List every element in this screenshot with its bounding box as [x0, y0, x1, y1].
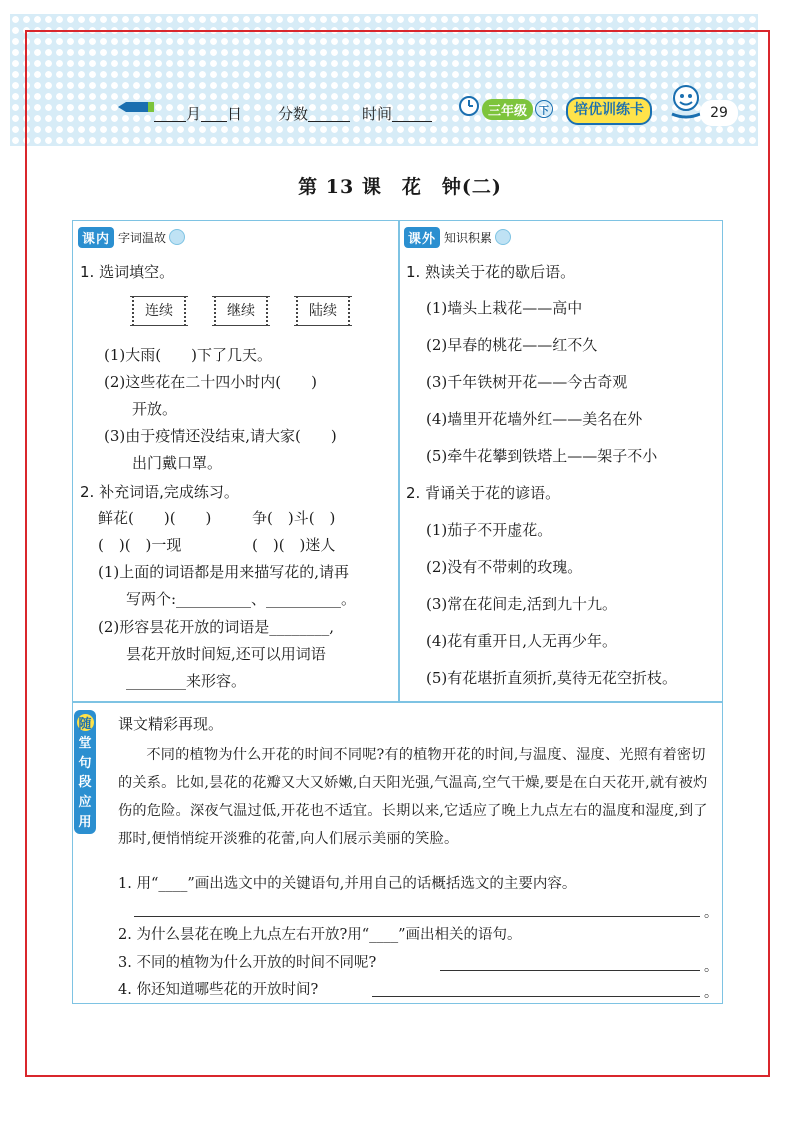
- answer-line-4[interactable]: [372, 996, 700, 997]
- right-tag-sub: 知识积累: [444, 230, 493, 245]
- q2-sub1-line1: (1)上面的词语都是用来描写花的,请再: [98, 563, 350, 581]
- q2-sub1-line2: 写两个:__________、__________。: [126, 590, 357, 608]
- vtag-char-3: 句: [78, 755, 92, 771]
- passage-text: 不同的植物为什么开花的时间不同呢?有的植物开花的时间,与温度、湿度、光照有着密切的关系。比如,昙花的花瓣又大又娇嫩,白天阳光强,气温高,空气干燥,要是在白天花开,就有被灼伤的危险。深夜气温过低,开花也不适宜。长期以来,它适应了晚上九点左右的温度和湿度,到了那时,便悄悄绽开淡雅的花蕾,向人们展示美丽的笑脸。: [118, 747, 708, 847]
- answer-end-mark-4: 。: [704, 985, 718, 1001]
- left-tag-sub: 字词温故: [118, 230, 167, 245]
- left-q1-item-3-cont: 出门戴口罩。: [132, 454, 223, 472]
- right-q2-item-1: (1)茄子不开虚花。: [426, 521, 553, 539]
- right-q2-item-2: (2)没有不带刺的玫瑰。: [426, 558, 583, 576]
- left-q1-item-3: (3)由于疫情还没结束,请大家( ): [104, 427, 337, 445]
- score-label: 分数: [278, 104, 309, 123]
- word-choice-2: 继续: [214, 296, 268, 326]
- vtag-char-6: 用: [78, 814, 92, 830]
- time-label: 时间: [362, 104, 393, 123]
- q2-phrase-1: 鲜花( )( ): [98, 509, 212, 527]
- lesson-title: 第 13 课 花 钟(二): [298, 176, 502, 198]
- bottom-question-2: 2. 为什么昙花在晚上九点左右开放?用“____”画出相关的语句。: [118, 927, 522, 943]
- vtag-char-2: 堂: [78, 735, 92, 751]
- cloud-icon: [495, 229, 511, 245]
- left-q2-title: 2. 补充词语,完成练习。: [80, 483, 239, 501]
- q2-sub2-line3: ________来形容。: [126, 672, 247, 690]
- q2-phrase-3: ( )( )一现: [98, 536, 182, 554]
- right-q1-item-2: (2)早春的桃花——红不久: [426, 336, 598, 354]
- right-q2-item-3: (3)常在花间走,活到九十九。: [426, 595, 618, 613]
- q2-phrase-4: ( )( )迷人: [252, 536, 336, 554]
- mascot-icon: [668, 80, 704, 120]
- right-panel-tag: [404, 226, 511, 248]
- month-label: 月: [186, 104, 202, 123]
- semester-text: 下: [535, 100, 553, 118]
- right-q2-item-5: (5)有花堪折直须折,莫待无花空折枝。: [426, 669, 678, 687]
- vtag-char-4: 段: [78, 775, 92, 791]
- score-blank: [308, 105, 350, 122]
- word-choice-1: 连续: [132, 296, 186, 326]
- answer-line-3[interactable]: [440, 970, 700, 971]
- right-q1-item-3: (3)千年铁树开花——今古奇观: [426, 373, 628, 391]
- month-blank: [154, 105, 186, 122]
- bottom-vertical-tag: [74, 710, 96, 834]
- right-q1-title: 1. 熟读关于花的歇后语。: [406, 263, 576, 281]
- bottom-heading: 课文精彩再现。: [118, 715, 224, 733]
- answer-end-mark-3: 。: [704, 959, 718, 975]
- answer-end-mark-1: 。: [704, 905, 718, 921]
- answer-line-1[interactable]: [134, 916, 700, 917]
- right-q1-item-5: (5)牵牛花攀到铁塔上——架子不小: [426, 447, 658, 465]
- right-q2-item-4: (4)花有重开日,人无再少年。: [426, 632, 618, 650]
- header-info-row: [118, 96, 758, 130]
- word-choice-3: 陆续: [296, 296, 350, 326]
- right-q2-title: 2. 背诵关于花的谚语。: [406, 484, 561, 502]
- left-tag-main: 课内: [78, 227, 114, 248]
- card-title: 培优训练卡: [566, 97, 652, 125]
- day-blank: [201, 105, 227, 122]
- bottom-question-1: 1. 用“____”画出选文中的关键语句,并用自己的话概括选文的主要内容。: [118, 876, 577, 892]
- vtag-char-1: 随: [77, 714, 94, 731]
- day-label: 日: [227, 104, 243, 123]
- bottom-question-3: 3. 不同的植物为什么开放的时间不同呢?: [118, 955, 377, 971]
- left-q1-title: 1. 选词填空。: [80, 263, 175, 281]
- q2-phrase-2: 争( )斗( ): [252, 509, 336, 527]
- clock-icon: [458, 95, 480, 117]
- grade-badge: [482, 98, 553, 120]
- bottom-question-4: 4. 你还知道哪些花的开放时间?: [118, 982, 319, 998]
- q2-sub2-line2: 昙花开放时间短,还可以用词语: [126, 645, 326, 663]
- time-blank: [392, 105, 432, 122]
- cloud-icon: [169, 229, 185, 245]
- left-panel-tag: [78, 226, 185, 248]
- right-q1-item-1: (1)墙头上栽花——高中: [426, 299, 583, 317]
- vtag-char-5: 应: [78, 794, 92, 810]
- grade-text: 三年级: [482, 99, 533, 120]
- right-q1-item-4: (4)墙里开花墙外红——美名在外: [426, 410, 643, 428]
- q2-sub2-line1: (2)形容昙花开放的词语是________,: [98, 618, 335, 636]
- page-number: 29: [700, 100, 738, 126]
- right-tag-main: 课外: [404, 227, 440, 248]
- left-q1-item-2: (2)这些花在二十四小时内( ): [104, 373, 317, 391]
- left-q1-item-2-cont: 开放。: [132, 400, 178, 418]
- left-q1-item-1: (1)大雨( )下了几天。: [104, 346, 272, 364]
